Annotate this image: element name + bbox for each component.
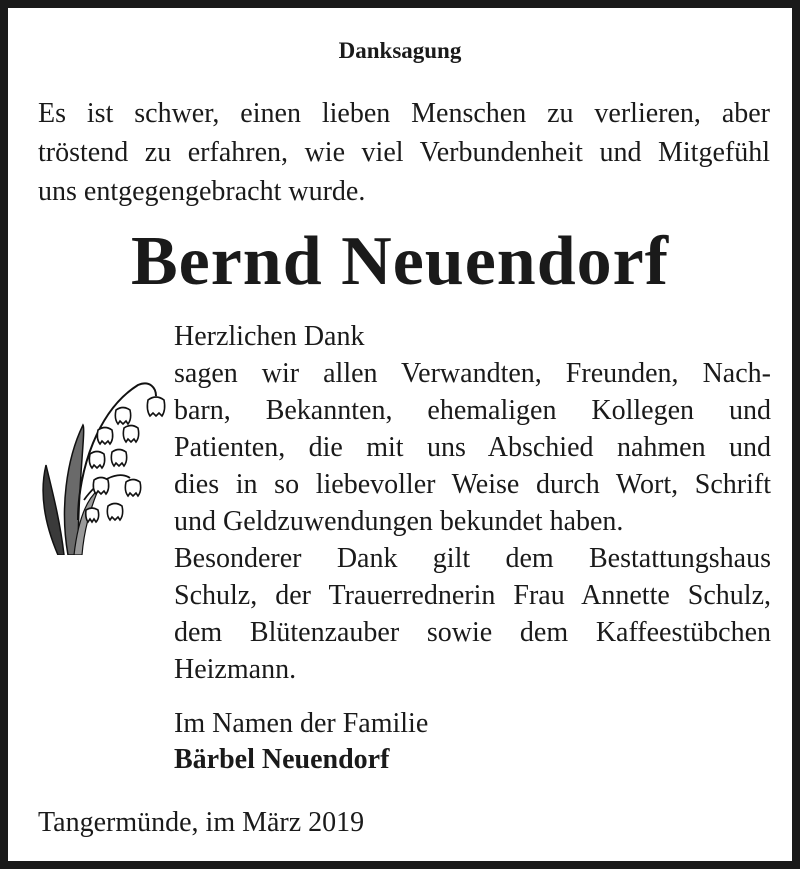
thanks-line: Patienten, die mit uns Abschied nahmen und: [174, 432, 771, 463]
thanks-line: Herzlichen Dank: [174, 321, 365, 352]
thanks-line: Heizmann.: [174, 654, 297, 685]
thanks-line: barn, Bekannten, ehemaligen Kollegen und: [174, 395, 771, 426]
intro-line: tröstend zu erfahren, wie viel Verbundenheit und Mitgefühl: [38, 137, 770, 168]
thanks-line: sagen wir allen Verwandten, Freunden, Nach-: [174, 358, 771, 389]
signature-block: [174, 706, 428, 778]
thanks-line: und Geldzuwendungen bekundet haben.: [174, 506, 624, 537]
thanks-line: dem Blütenzauber sowie dem Kaffeestübchen: [174, 617, 771, 648]
intro-paragraph: [38, 94, 770, 211]
lily-of-the-valley-icon: [38, 370, 168, 555]
thanks-line: Schulz, der Trauerrednerin Frau Annette Schulz,: [174, 580, 771, 611]
place-date: Tangermünde, im März 2019: [38, 807, 365, 838]
signature-name: Bärbel Neuendorf: [174, 744, 390, 775]
signature-intro: Im Namen der Familie: [174, 708, 429, 739]
intro-line: uns entgegengebracht wurde.: [38, 176, 366, 207]
intro-line: Es ist schwer, einen lieben Menschen zu verlieren, aber: [38, 98, 770, 129]
thanks-paragraph: [174, 318, 771, 688]
notice-heading: Danksagung: [338, 38, 462, 63]
thanks-line: dies in so liebevoller Weise durch Wort, Schrift: [174, 469, 771, 500]
thanks-line: Besonderer Dank gilt dem Bestattungshaus: [174, 543, 771, 574]
deceased-name: Bernd Neuendorf: [130, 223, 670, 300]
